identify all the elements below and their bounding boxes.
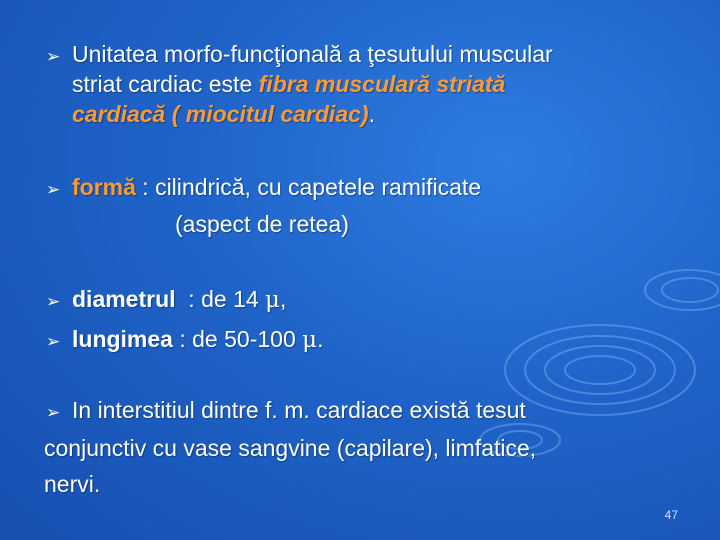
bullet-1-line-1: Unitatea morfo-funcţională a ţesutului muscular [72,41,553,67]
bullet-3-line [72,285,286,315]
bullet-3-tail: , [280,286,287,312]
bullet-4-tail: . [317,326,324,352]
bullet-2-line-2: (aspect de retea) [175,211,349,237]
bullet-arrow-icon: ➢ [46,47,61,66]
bullet-4-term: lungimea [72,326,173,352]
micron-symbol: μ [302,327,318,353]
bullet-1-tail: . [368,101,375,127]
bullet-3-term: diametrul [72,286,176,312]
bullet-4-rest: : de 50-100 [172,326,303,352]
bullet-2-rest: : cilindrică, cu capetele ramificate [135,174,482,200]
bullet-arrow-icon: ➢ [46,292,61,311]
bullet-5-line-2: conjunctiv cu vase sangvine (capilare), limfatice, [44,435,537,461]
bullet-4-line [72,325,323,355]
bullet-5-line-3: nervi. [44,471,101,497]
bullet-1-highlight: fibra musculară striată [258,71,506,97]
bullet-2-term: formă [72,174,136,200]
bullet-arrow-icon: ➢ [46,332,61,351]
bullet-1-line-2 [72,70,505,99]
bullet-1-text: striat cardiac este [72,71,259,97]
page-number: 47 [664,508,678,522]
bullet-arrow-icon: ➢ [46,403,61,422]
bullet-5-line-1: In interstitiul dintre f. m. cardiace există tesut [72,397,526,423]
bullet-1-line-3 [72,100,375,129]
bullet-arrow-icon: ➢ [46,180,61,199]
micron-symbol: μ [265,287,280,313]
bullet-3-rest: : de 14 [175,286,266,312]
bullet-1-highlight-cont: cardiacă ( miocitul cardiac) [72,101,369,127]
bullet-2-line-1 [72,173,481,202]
